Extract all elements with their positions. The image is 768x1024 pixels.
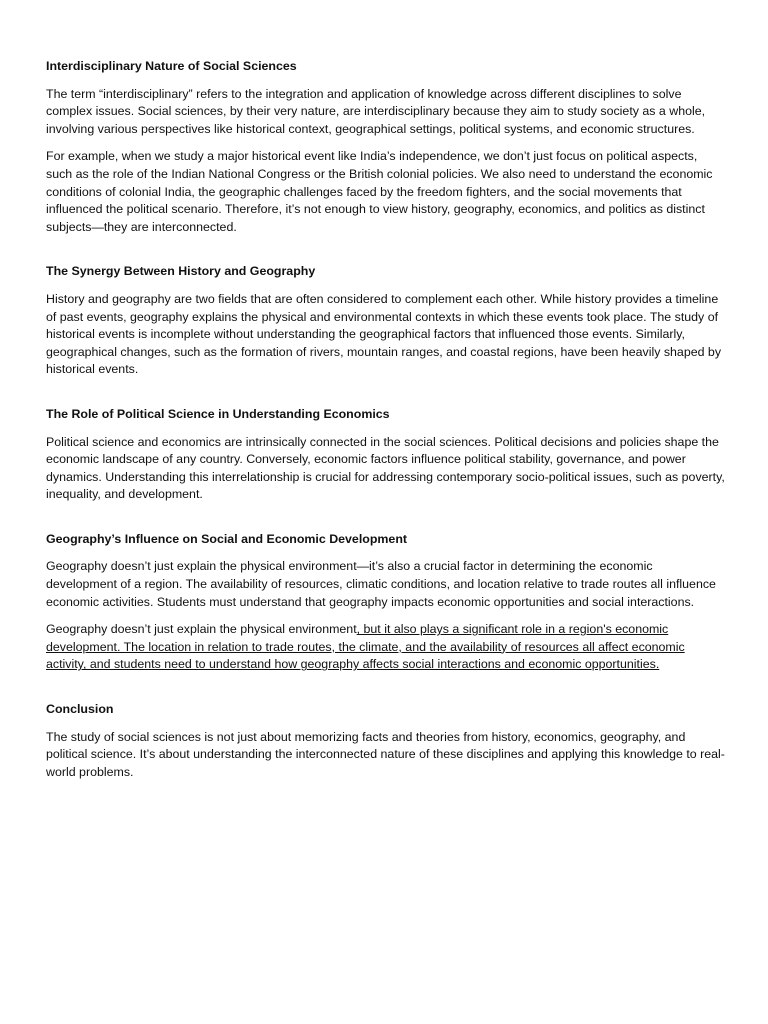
document-page: [46, 58, 726, 791]
edited-paragraph: [46, 621, 726, 674]
section-spacer: [46, 389, 726, 406]
section-heading-interdisciplinary: Interdisciplinary Nature of Social Sciences: [46, 59, 297, 73]
paragraph: History and geography are two fields that are often considered to complement each other. While history provides a timeline of past events, geography explains the physical and environmental contexts in which these events took place. The study of historical events is incomplete without understanding the geographical factors that influenced those events. Similarly, geographical changes, such as the formation of rivers, mountain ranges, and coastal regions, have been heavily shaped by historical events.: [46, 291, 722, 377]
paragraph: The study of social sciences is not just about memorizing facts and theories from history, economics, geography, and political science. It’s about understanding the interconnected nature of these disciplines and applying this knowledge to real-world problems.: [46, 729, 725, 779]
edited-paragraph-underlined-text: , but it also plays a significant role in a region's economic development. The location in relation to trade routes, the climate, and the availability of resources all affect economic activity, and students need to understand how geography affects social interactions and economic opportunities.: [46, 622, 685, 672]
section-spacer: [46, 684, 726, 701]
section-heading-history-geography: The Synergy Between History and Geography: [46, 264, 316, 279]
section-spacer: [46, 514, 726, 531]
paragraph: The term “interdisciplinary” refers to the integration and application of knowledge across different disciplines to solve complex issues. Social sciences, by their very nature, are interdisciplinary because they aim to study society as a whole, involving various perspectives like historical context, geographical settings, political systems, and economic structures.: [46, 86, 706, 136]
section-spacer: [46, 246, 726, 263]
section-heading-political-science: The Role of Political Science in Understanding Economics: [46, 406, 390, 421]
paragraph: For example, when we study a major historical event like India’s independence, we don’t just focus on political aspects, such as the role of the Indian National Congress or the British colonial policies. We also need to understand the economic conditions of colonial India, the geographic challenges faced by the freedom fighters, and the social movements that influenced the political scenario. Therefore, it’s not enough to view history, geography, economics, and politics as distinct subjects—they are interconnected.: [46, 149, 713, 234]
section-heading-conclusion: Conclusion: [46, 702, 114, 717]
edited-paragraph-plain-text: Geography doesn’t just explain the physical environment: [46, 622, 357, 637]
paragraph: Political science and economics are intrinsically connected in the social sciences. Political decisions and policies shape the economic landscape of any country. Conversely, economic factors influence political stability, governance, and power dynamics. Understanding this interrelationship is crucial for addressing contemporary socio-political issues, such as poverty, inequality, and development.: [46, 434, 725, 502]
section-heading-geography-influence: Geography’s Influence on Social and Economic Development: [46, 531, 408, 546]
paragraph: Geography doesn’t just explain the physical environment—it’s also a crucial factor in determining the economic development of a region. The availability of resources, climatic conditions, and location relative to trade routes all influence economic activities. Students must understand that geography impacts economic opportunities and social interactions.: [46, 559, 716, 609]
